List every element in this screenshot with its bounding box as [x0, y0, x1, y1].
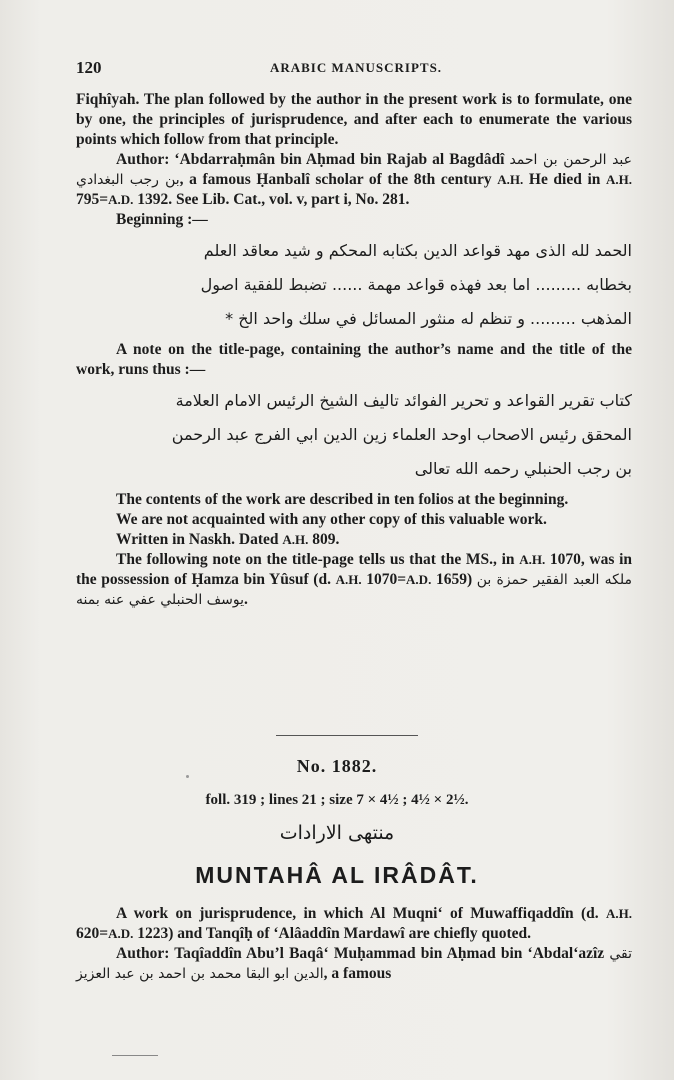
beginning-label: Beginning :—: [116, 211, 208, 228]
arabic-line: بن رجب الحنبلي رحمه الله تعالى: [414, 459, 632, 478]
paragraph-contents: The contents of the work are described in ten folios at the beginning.: [116, 491, 569, 508]
paragraph-title-note: A note on the title-page, containing the author’s name and the title of the work, runs thus :—: [76, 341, 632, 378]
written-pre: Written in Naskh. Dated: [116, 531, 279, 548]
era-abbrev: A.H.: [497, 172, 524, 187]
paragraph-author-2: [76, 944, 632, 984]
paragraph-following-note: [76, 550, 632, 610]
era-abbrev: A.H.: [519, 552, 546, 567]
arabic-line: كتاب تقرير القواعد و تحرير الفوائد تاليف الشيخ الرئيس الامام العلامة: [175, 391, 632, 410]
paragraph-author: [76, 150, 632, 210]
author-text-post: , a famous Ḥanbalî scholar of the 8th century: [179, 171, 492, 188]
jur-pre: A work on jurisprudence, in which Al Muqni‘ of Muwaffiqaddîn (d.: [116, 905, 599, 922]
section-main-text: [76, 90, 632, 610]
arabic-line: بخطابه ......... اما بعد فهذه قواعد مهمة ...... تضبط للفقية اصول: [200, 275, 632, 294]
arabic-line: المحقق رئيس الاصحاب اوحد العلماء زين الدين ابي الفرج عبد الرحمن: [171, 425, 632, 444]
era-abbrev: A.D.: [406, 572, 432, 587]
author-text-pre: Author: ‘Abdarraḥmân bin Aḥmad bin Rajab al Bagdâdî: [116, 151, 505, 168]
entry-number: No. 1882.: [296, 756, 378, 776]
paragraph-written: [76, 530, 632, 550]
died-year: 795=: [76, 191, 109, 208]
era-abbrev: A.H.: [282, 532, 309, 547]
era-abbrev: A.H.: [606, 172, 633, 187]
era-abbrev: A.D.: [108, 926, 134, 941]
following-end: .: [244, 591, 248, 608]
era-abbrev: A.H.: [335, 572, 362, 587]
jur-post: 1223) and Tanqîḥ of ‘Alâaddîn Mardawî are chiefly quoted.: [137, 925, 531, 942]
written-post: 809.: [312, 531, 340, 548]
entry-folio-info: foll. 319 ; lines 21 ; size 7 × 4½ ; 4½ × 2½.: [205, 792, 469, 808]
following-arabic: ملكه العبد الفقير حمزة بن يوسف الحنبلي عفي عنه بمنه: [76, 572, 633, 608]
page-mark: [112, 1055, 158, 1056]
following-mid: 1070, was in the possession of Ḥamza bin Yûsuf (d.: [76, 551, 633, 588]
author-arabic-name: عبد الرحمن بن احمد بن رجب البغدادي: [76, 152, 633, 188]
arabic-beginning-block: [76, 234, 632, 336]
paragraph-jurisprudence: [76, 904, 632, 944]
following-year: 1659): [435, 571, 473, 588]
paragraph-fiqhiyah: Fiqhîyah. The plan followed by the author in the present work is to formulate, one by one, the principles of jurisprudence, and after each to enumerate the various points which follow from that principle.: [76, 91, 632, 148]
author2-pre: Author: Taqîaddîn Abu’l Baqâ‘ Muḥammad bin Aḥmad bin ‘Abdal‘azîz: [116, 945, 605, 962]
page-number: 120: [76, 58, 102, 77]
page-header: [76, 58, 636, 82]
era-abbrev: A.H.: [606, 906, 633, 921]
author2-post: , a famous: [323, 965, 392, 982]
era-abbrev: A.D.: [108, 192, 134, 207]
section-entry-text: [76, 904, 632, 984]
section-divider: [276, 735, 418, 736]
following-mid2: 1070=: [366, 571, 407, 588]
paragraph-not-acquainted: We are not acquainted with any other copy of this valuable work.: [116, 511, 547, 528]
arabic-note-block: [76, 384, 632, 486]
died-text: He died in: [528, 171, 601, 188]
entry-title: MUNTAHÂ AL IRÂDÂT.: [195, 862, 479, 888]
running-title: ARABIC MANUSCRIPTS.: [269, 60, 443, 75]
entry-arabic-title: منتهى الارادات: [279, 822, 395, 844]
following-pre: The following note on the title-page tells us that the MS., in: [116, 551, 515, 568]
arabic-line: المذهب ......... و تنظم له منثور المسائل في سلك واحد الخ *: [225, 309, 632, 328]
jur-mid: 620=: [76, 925, 109, 942]
arabic-line: الحمد لله الذى مهد قواعد الدين بكتابه المحكم و شيد معاقد العلم: [203, 241, 632, 260]
author2-arabic-name: تقي الدين ابو البقا محمد بن احمد بن عبد العزيز: [76, 946, 632, 982]
died-tail: 1392. See Lib. Cat., vol. v, part i, No. 281.: [137, 191, 410, 208]
